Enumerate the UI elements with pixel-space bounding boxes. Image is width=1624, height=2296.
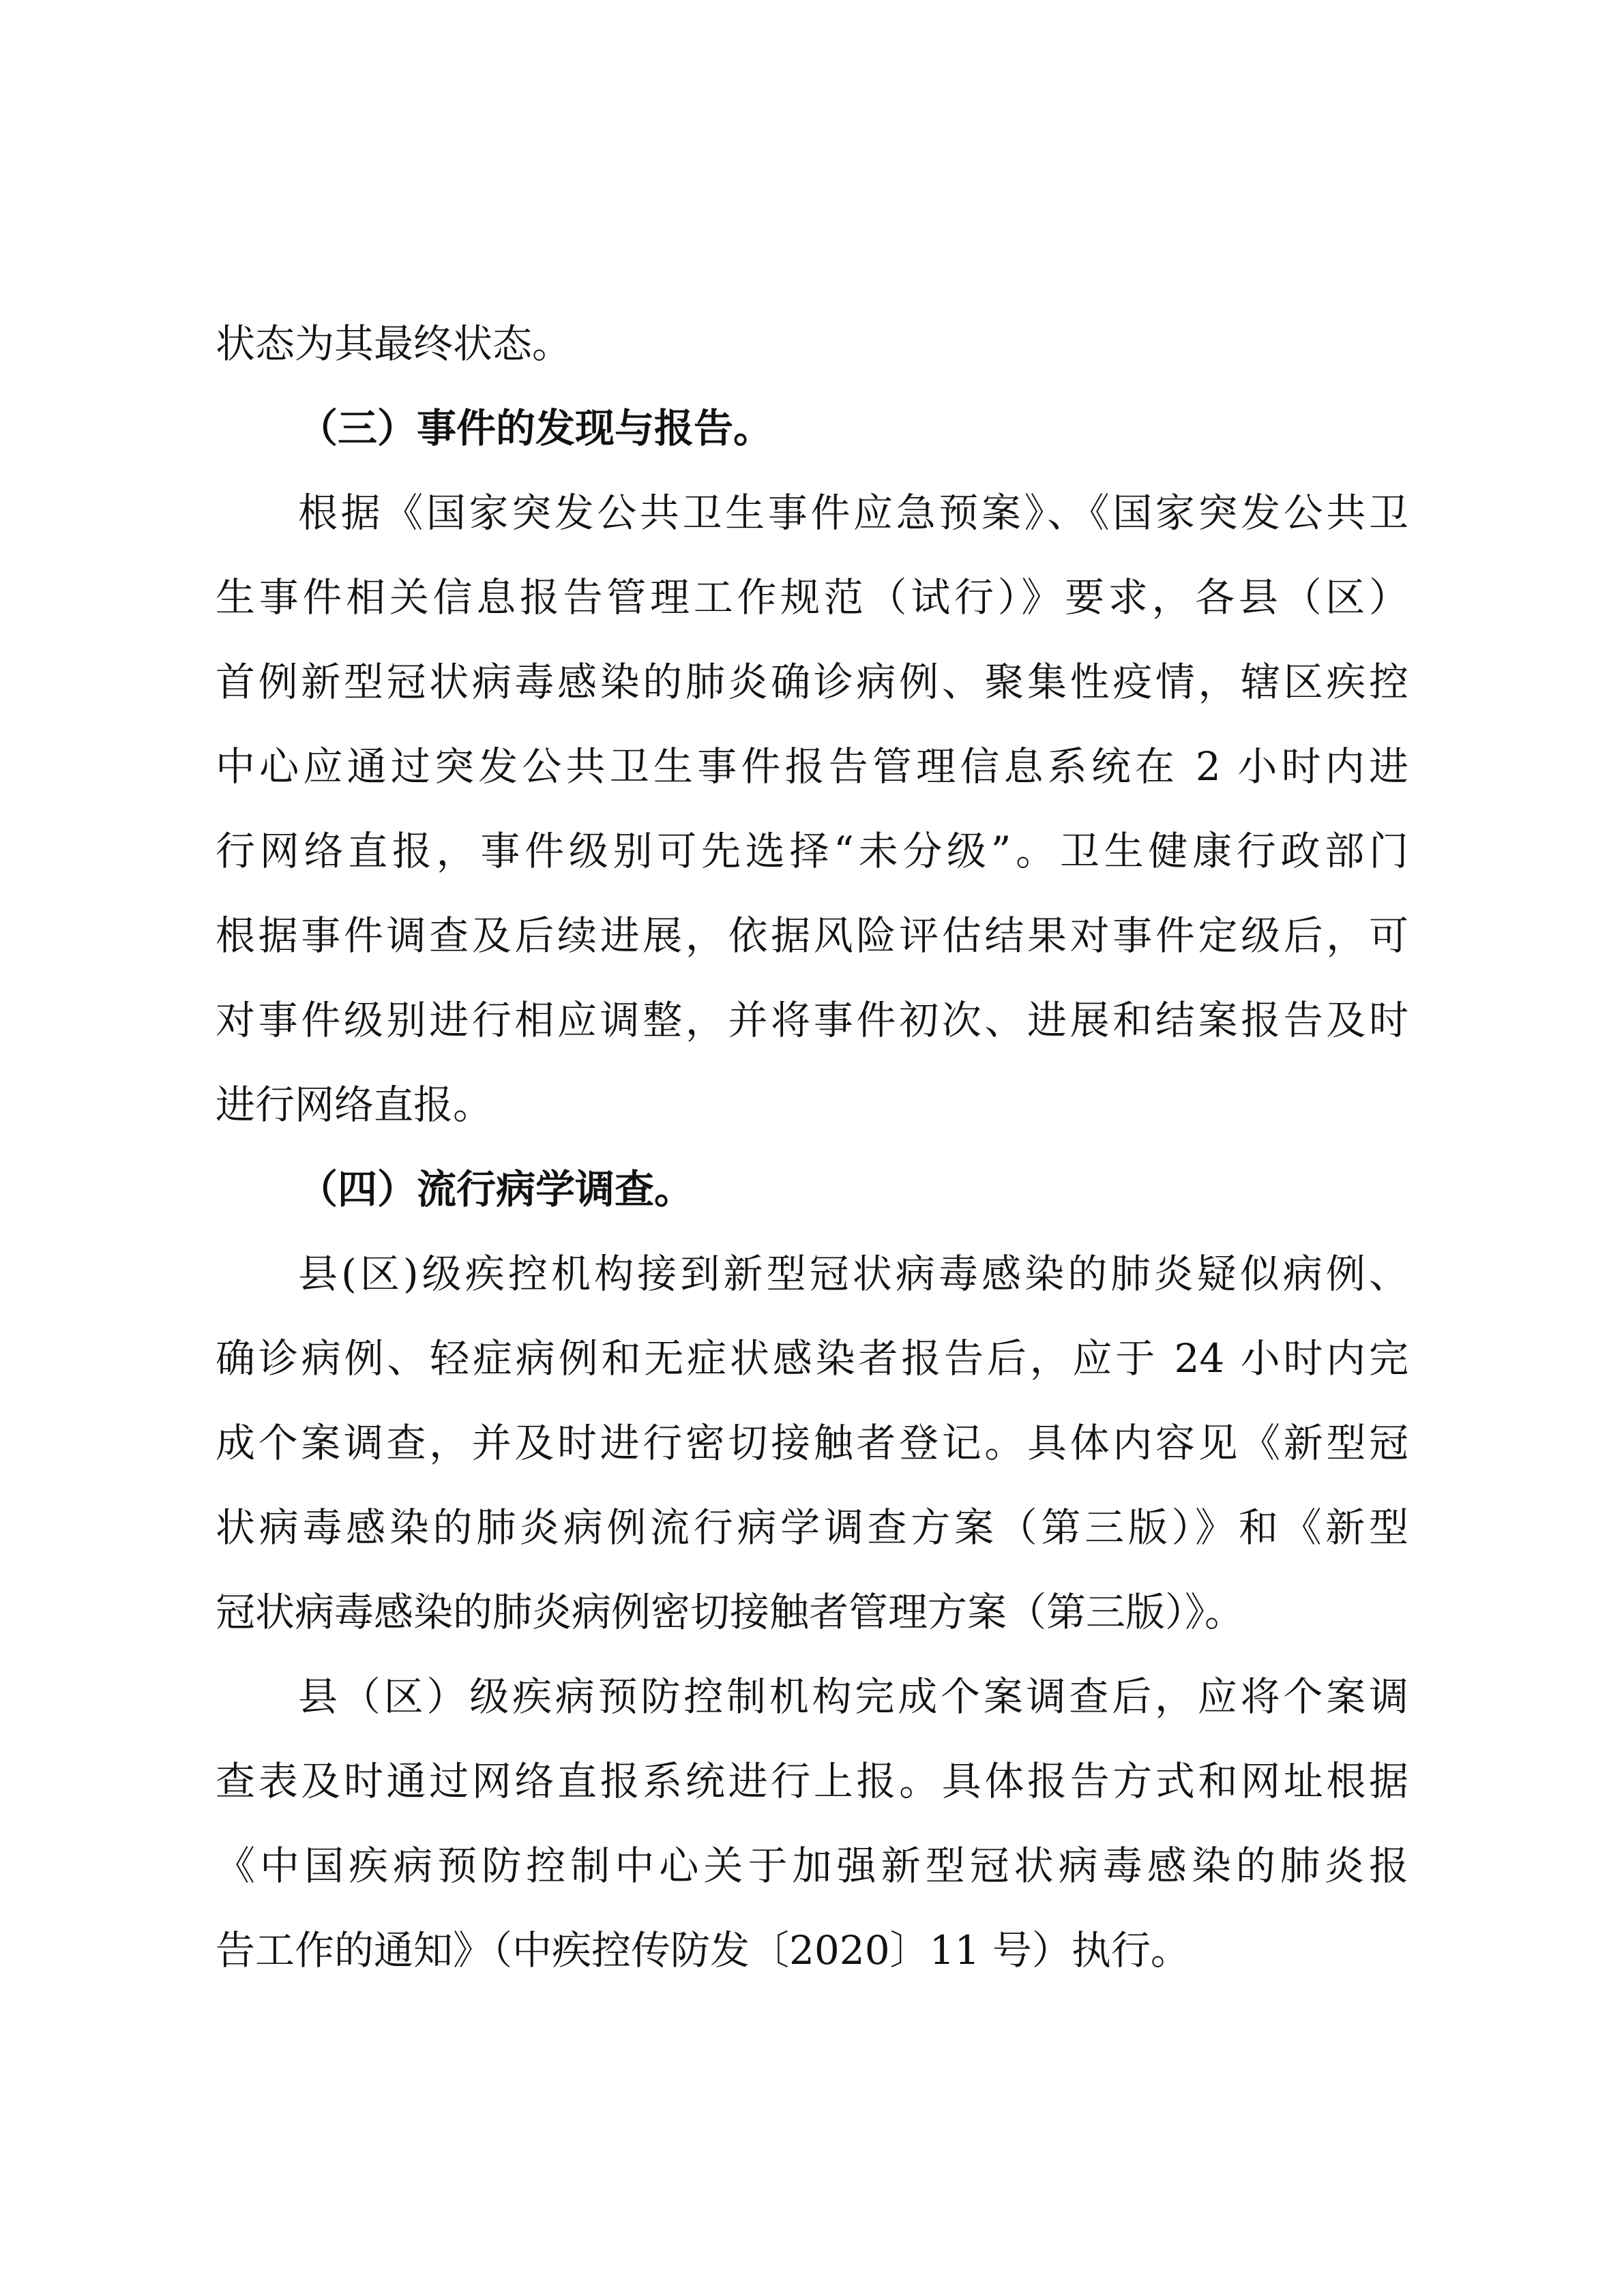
paragraph-line [0,1825,1624,1907]
paragraph-line [0,1740,1624,1822]
paragraph-line [0,1487,1624,1568]
paragraph-line [0,1317,1624,1399]
paragraph-line [0,1064,1624,1146]
line-text: 确诊病例、轻症病例和无症状感染者报告后，应于 24 小时内完 [216,1335,1408,1382]
paragraph-line [0,641,1624,723]
paragraph-line [0,1909,1624,1991]
line-text: 对事件级别进行相应调整，并将事件初次、进展和结案报告及时 [216,997,1408,1043]
paragraph-line [0,1233,1624,1315]
paragraph-line [0,1402,1624,1484]
line-text: 《中国疾病预防控制中心关于加强新型冠状病毒感染的肺炎报 [216,1843,1408,1889]
line-text: 告工作的通知》（中疾控传防发〔2020〕11 号）执行。 [216,1927,1190,1973]
line-text: 县(区)级疾控机构接到新型冠状病毒感染的肺炎疑似病例、 [298,1251,1408,1297]
line-text: 成个案调查，并及时进行密切接触者登记。具体内容见《新型冠 [216,1420,1408,1466]
line-text: 冠状病毒感染的肺炎病例密切接触者管理方案（第三版）》。 [216,1589,1245,1635]
paragraph-line [0,726,1624,807]
line-text: 县（区）级疾病预防控制机构完成个案调查后，应将个案调 [298,1673,1408,1720]
paragraph-line [0,810,1624,892]
line-text: 状态为其最终状态。 [216,320,572,367]
line-text: 首例新型冠状病毒感染的肺炎确诊病例、聚集性疫情，辖区疾控 [216,659,1408,705]
paragraph-line [0,979,1624,1061]
section-heading-3 [0,387,1624,469]
paragraph-line [0,1571,1624,1653]
line-text: 根据《国家突发公共卫生事件应急预案》、《国家突发公共卫 [298,490,1408,536]
line-text: 查表及时通过网络直报系统进行上报。具体报告方式和网址根据 [216,1758,1408,1804]
heading-text: （四）流行病学调查。 [298,1166,694,1212]
section-heading-4 [0,1148,1624,1230]
line-text: 行网络直报，事件级别可先选择“未分级”。卫生健康行政部门 [216,828,1408,874]
line-text: 状病毒感染的肺炎病例流行病学调查方案（第三版）》和《新型 [216,1504,1408,1551]
paragraph-line [0,556,1624,638]
line-text: 中心应通过突发公共卫生事件报告管理信息系统在 2 小时内进 [216,743,1408,790]
heading-text: （三）事件的发现与报告。 [298,405,773,451]
line-text: 根据事件调查及后续进展，依据风险评估结果对事件定级后，可 [216,912,1408,959]
line-text: 生事件相关信息报告管理工作规范（试行）》要求，各县（区） [216,574,1408,621]
paragraph-line [0,1656,1624,1738]
paragraph-line [0,472,1624,554]
line-text: 进行网络直报。 [216,1082,493,1128]
paragraph-line [0,303,1624,385]
paragraph-line [0,895,1624,976]
